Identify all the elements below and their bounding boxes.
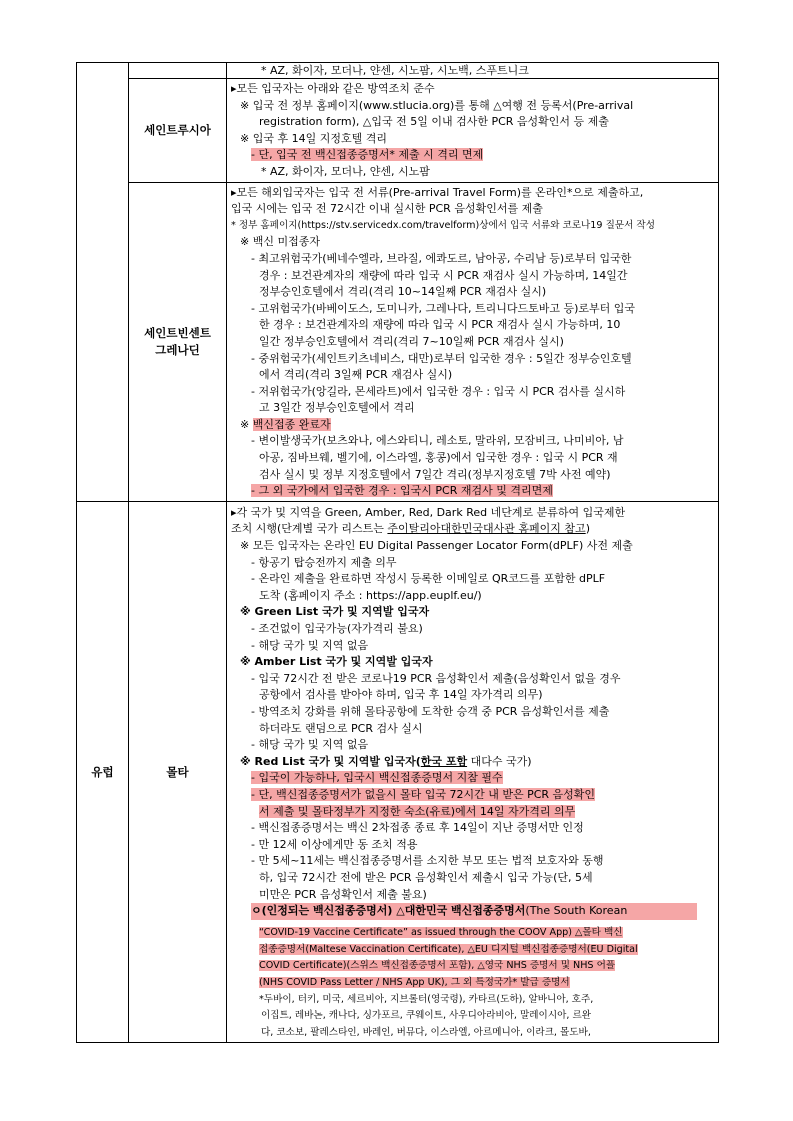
content-cell <box>227 501 719 1043</box>
text-line: - 입국 72시간 전 받은 코로나19 PCR 음성확인서 제출(음성확인서 없을 경우 <box>251 671 621 685</box>
text-line: * 정부 홈페이지(https://stv.servicedx.com/travelform)상에서 입국 서류와 코로나19 질문서 작성 <box>231 219 655 231</box>
text-line: ※ 입국 전 정부 홈페이지(www.stlucia.org)를 통해 △여행 전 등록서(Pre-arrival <box>240 98 634 112</box>
text-line: * AZ, 화이자, 모더나, 얀센, 시노팜, 시노백, 스푸트니크 <box>261 64 529 77</box>
content-cell <box>227 79 719 183</box>
country-name: 세인트빈센트 그레나딘 <box>129 182 227 501</box>
highlighted-text: - 입국이 가능하나, 입국시 백신접종증명서 지참 필수 <box>251 771 503 785</box>
country-cell-empty <box>129 63 227 79</box>
text-line: - 방역조치 강화를 위해 몰타공항에 도착한 승객 중 PCR 음성확인서를 제출 <box>251 704 610 718</box>
text-line: 경우 : 보건관계자의 재량에 따라 입국 시 PCR 재검사 실시 가능하며, 14일간 <box>259 268 628 282</box>
text-line: *두바이, 터키, 미국, 세르비아, 지브롤터(영국령), 카타르(도하), 알바니아, 호주, <box>259 993 594 1005</box>
highlighted-text: ㅇ(인정되는 백신접종증명서) △대한민국 백신접종증명서(The South Korean <box>251 903 697 920</box>
text-line: - 항공기 탑승전까지 제출 의무 <box>251 555 397 569</box>
highlighted-text: (NHS COVID Pass Letter / NHS App UK), 그 외 특정국가* 발급 증명서 <box>259 977 570 989</box>
text-line: 에서 격리(격리 3일째 PCR 재검사 실시) <box>259 368 453 382</box>
document-page <box>76 62 719 1043</box>
text-line <box>231 903 712 925</box>
text-line <box>231 958 712 975</box>
text-line <box>231 925 712 942</box>
text-line <box>231 147 712 164</box>
text-line: - 조건없이 입국가능(자가격리 불요) <box>251 622 423 635</box>
embassy-link-text[interactable]: 주이탈리아대한민국대사관 홈페이지 참고 <box>387 522 586 536</box>
content-cell <box>227 63 719 79</box>
text-line: - 해당 국가 및 지역 없음 <box>251 638 369 652</box>
text-line: 입국 시에는 입국 전 72시간 이내 실시한 PCR 음성확인서를 제출 <box>231 202 543 216</box>
text-line: ※ 모든 입국자는 온라인 EU Digital Passenger Locator Form(dPLF) 사전 제출 <box>240 539 633 553</box>
text-line: - 저위험국가(앙길라, 몬세라트)에서 입국한 경우 : 입국 시 PCR 검사를 실시하 <box>251 384 626 398</box>
text-line: - 만 12세 이상에게만 동 조치 적용 <box>251 837 418 851</box>
text-line: ※ Amber List 국가 및 지역발 입국자 <box>240 655 433 669</box>
text-line: ※ 백신접종 완료자 <box>240 417 331 431</box>
text-line: 다, 코소보, 팔레스타인, 바레인, 버뮤다, 이스라엘, 아르메니아, 이라크, 몰도바, <box>261 1026 591 1038</box>
highlighted-text: COVID Certificate)(스위스 백신접종증명서 포함), △영국 NHS 증명서 및 NHS 어플 <box>259 960 616 972</box>
text-line: 조치 시행(단계별 국가 리스트는 주이탈리아대한민국대사관 홈페이지 참고) <box>231 522 590 536</box>
text-line: 일간 정부승인호텔에서 격리(격리 7~10일째 PCR 재검사 실시) <box>259 334 564 348</box>
highlighted-text: “COVID-19 Vaccine Certificate” as issued through the COOV App) △몰타 백신 <box>259 927 623 939</box>
text-line: - 변이발생국가(보츠와나, 에스와티니, 레소토, 말라위, 모잠비크, 나미비아, 남 <box>251 434 624 448</box>
table-row-saint-lucia <box>77 79 719 183</box>
highlighted-text: - 그 외 국가에서 입국한 경우 : 입국시 PCR 재검사 및 격리면제 <box>251 484 553 498</box>
text-line: - 고위험국가(바베이도스, 도미니카, 그레나다, 트리니다드토바고 등)로부터 입국 <box>251 301 636 315</box>
text-line: 미만은 PCR 음성확인서 제출 불요) <box>259 887 427 901</box>
entry-restrictions-table <box>76 62 719 1043</box>
text-line: - 만 5세~11세는 백신접종증명서를 소지한 부모 또는 법적 보호자와 동행 <box>251 854 604 868</box>
text-line: ▸모든 해외입국자는 입국 전 서류(Pre-arrival Travel Form)를 온라인*으로 제출하고, <box>231 185 644 199</box>
text-line <box>231 483 712 500</box>
text-line: 하, 입국 72시간 전에 받은 PCR 음성확인서 제출시 입국 가능(단, 5세 <box>259 870 593 884</box>
highlighted-text: - 단, 백신접종증명서가 없을시 몰타 입국 72시간 내 받은 PCR 음성확인 <box>251 787 596 801</box>
text-line: 한 경우 : 보건관계자의 재량에 따라 입국 시 PCR 재검사 실시 가능하며, 10 <box>259 318 621 332</box>
country-name: 세인트루시아 <box>129 79 227 183</box>
text-line: 아공, 짐바브웨, 벨기에, 이스라엘, 홍콩)에서 입국한 경우 : 입국 시 PCR 재 <box>259 451 618 465</box>
text-line: ※ Red List 국가 및 지역발 입국자(한국 포함 대다수 국가) <box>240 754 532 768</box>
text-line: ▸각 국가 및 지역을 Green, Amber, Red, Dark Red 네단계로 분류하여 입국제한 <box>231 505 626 519</box>
text-line: * AZ, 화이자, 모더나, 얀센, 시노팜 <box>261 164 430 178</box>
highlighted-text: 백신접종 완료자 <box>252 417 331 431</box>
text-line <box>231 804 712 821</box>
text-line <box>231 975 712 992</box>
text-line: ※ Green List 국가 및 지역발 입국자 <box>240 605 430 619</box>
region-name: 유럽 <box>77 501 129 1043</box>
country-name: 몰타 <box>129 501 227 1043</box>
text-line: 이집트, 레바논, 캐나다, 싱가포르, 쿠웨이트, 사우디아라비아, 말레이시아, 르완 <box>261 1010 591 1022</box>
text-line: - 중위험국가(세인트키츠네비스, 대만)로부터 입국한 경우 : 5일간 정부승인호텔 <box>251 351 632 365</box>
text-line: 도착 (홈페이지 주소 : https://app.euplf.eu/) <box>259 588 482 602</box>
text-line: registration form), △입국 전 5일 이내 검사한 PCR 음성확인서 등 제출 <box>259 115 609 129</box>
table-row-malta <box>77 501 719 1043</box>
table-row <box>77 63 719 79</box>
text-line: - 해당 국가 및 지역 없음 <box>251 738 369 752</box>
text-line: 고 3일간 정부승인호텔에서 격리 <box>259 401 415 415</box>
content-cell <box>227 182 719 501</box>
text-line: 검사 실시 및 정부 지정호텔에서 7일간 격리(정부지정호텔 7박 사전 예약) <box>259 467 611 481</box>
text-line: ※ 입국 후 14일 지정호텔 격리 <box>240 131 387 145</box>
highlighted-text: - 단, 입국 전 백신접종증명서* 제출 시 격리 면제 <box>251 148 484 162</box>
text-line <box>231 770 712 787</box>
table-row-saint-vincent <box>77 182 719 501</box>
text-line <box>231 942 712 959</box>
text-line: - 온라인 제출을 완료하면 작성시 등록한 이메일로 QR코드를 포함한 dPLF <box>251 572 606 586</box>
highlighted-text: 서 제출 및 몰타정부가 지정한 숙소(유료)에서 14일 자가격리 의무 <box>259 804 576 818</box>
text-line: 정부승인호텔에서 격리(격리 10~14일째 PCR 재검사 실시) <box>259 285 547 299</box>
text-line: 하더라도 랜덤으로 PCR 검사 실시 <box>259 721 423 735</box>
text-line: ▸모든 입국자는 아래와 같은 방역조치 준수 <box>231 82 435 95</box>
text-line: ※ 백신 미접종자 <box>240 235 320 249</box>
highlighted-text: 접종증명서(Maltese Vaccination Certificate), △EU 디지털 백신접종증명서(EU Digital <box>259 943 638 955</box>
text-line <box>231 787 712 804</box>
region-cell-empty <box>77 63 129 502</box>
text-line: 공항에서 검사를 받아야 하며, 입국 후 14일 자가격리 의무) <box>259 688 543 702</box>
text-line: - 백신접종증명서는 백신 2차접종 종료 후 14일이 지난 증명서만 인정 <box>251 821 584 835</box>
text-line: - 최고위험국가(베네수엘라, 브라질, 에콰도르, 남아공, 수리남 등)로부터 입국한 <box>251 251 632 265</box>
